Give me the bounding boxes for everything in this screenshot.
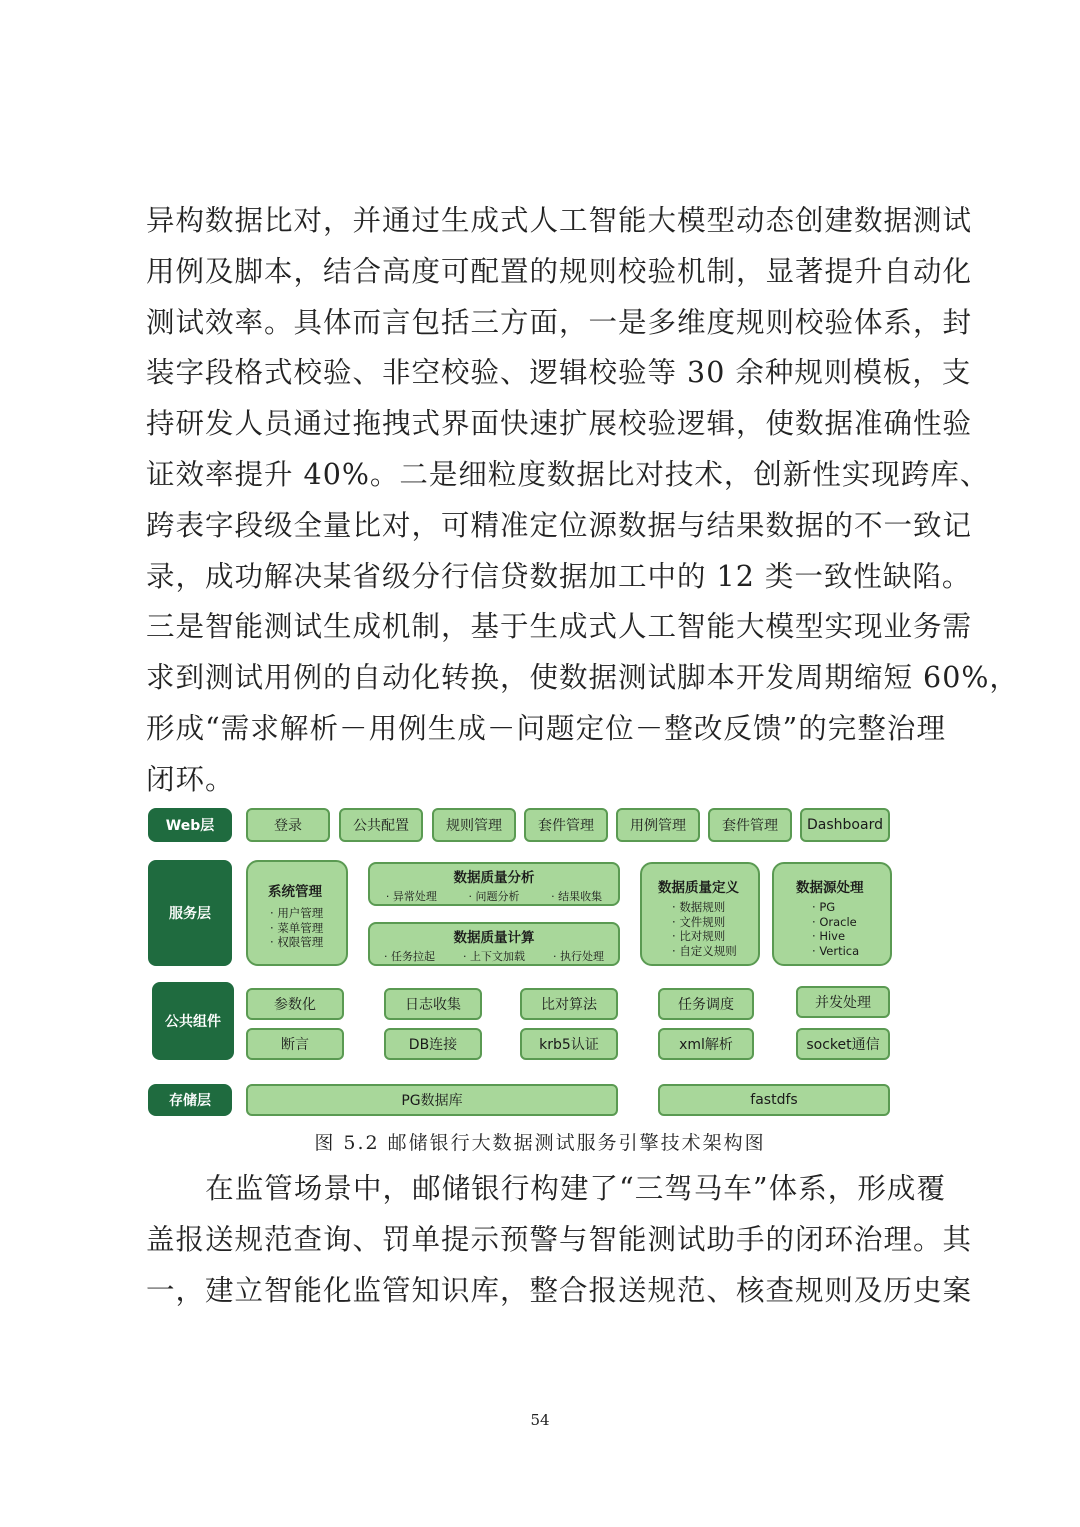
text-line: 用例及脚本，结合高度可配置的规则校验机制，显著提升自动化 — [146, 254, 973, 288]
common-log-collection: 日志收集 — [384, 988, 482, 1020]
quality-compute-group — [368, 922, 620, 966]
common-parameterize: 参数化 — [246, 988, 344, 1020]
web-item-case-management: 用例管理 — [616, 808, 700, 842]
common-xml-parse: xml解析 — [658, 1028, 754, 1060]
compute-item: · 上下文加载 — [463, 948, 525, 964]
web-item-rule-management: 规则管理 — [432, 808, 516, 842]
text-line: 持研发人员通过拖拽式界面快速扩展校验逻辑，使数据准确性验 — [146, 407, 973, 441]
web-item-dashboard: Dashboard — [800, 808, 890, 842]
web-item-login: 登录 — [246, 808, 330, 842]
web-item-common-config: 公共配置 — [339, 808, 423, 842]
system-item: · 权限管理 — [270, 935, 346, 950]
text-line: 一，建立智能化监管知识库，整合报送规范、核查规则及历史案 — [146, 1273, 973, 1307]
quality-definition-group — [640, 862, 760, 966]
text-line: 录，成功解决某省级分行信贷数据加工中的 12 类一致性缺陷。 — [146, 559, 972, 593]
text-line: 跨表字段级全量比对，可精准定位源数据与结果数据的不一致记 — [146, 508, 973, 542]
web-item-suite-management-2: 套件管理 — [708, 808, 792, 842]
common-krb5-auth: krb5认证 — [520, 1028, 618, 1060]
service-layer-label: 服务层 — [148, 860, 232, 966]
common-layer-label: 公共组件 — [152, 982, 234, 1060]
source-item: · Hive — [812, 929, 890, 944]
analysis-item: · 结果收集 — [551, 888, 602, 904]
system-item: · 用户管理 — [270, 906, 346, 921]
compute-item: · 执行处理 — [553, 948, 604, 964]
definition-item: · 数据规则 — [672, 900, 758, 915]
analysis-item: · 异常处理 — [386, 888, 437, 904]
system-management-title: 系统管理 — [268, 884, 322, 900]
analysis-item: · 问题分析 — [468, 888, 519, 904]
text-line: 形成“需求解析－用例生成－问题定位－整改反馈”的完整治理 — [146, 711, 946, 745]
compute-item: · 任务拉起 — [384, 948, 435, 964]
source-item: · Vertica — [812, 944, 890, 959]
text-line: 装字段格式校验、非空校验、逻辑校验等 30 余种规则模板，支 — [146, 356, 972, 390]
source-item: · Oracle — [812, 915, 890, 930]
data-source-group — [772, 862, 892, 966]
common-concurrency: 并发处理 — [796, 986, 890, 1018]
source-item: · PG — [812, 900, 890, 915]
common-db-connection: DB连接 — [384, 1028, 482, 1060]
system-item: · 菜单管理 — [270, 921, 346, 936]
text-line: 盖报送规范查询、罚单提示预警与智能测试助手的闭环治理。其 — [146, 1222, 973, 1256]
common-assertion: 断言 — [246, 1028, 344, 1060]
page-number: 54 — [530, 1411, 550, 1429]
quality-analysis-group — [368, 862, 620, 906]
figure-caption: 图 5.2 邮储银行大数据测试服务引擎技术架构图 — [314, 1132, 766, 1154]
common-socket-comm: socket通信 — [796, 1028, 890, 1060]
system-management-group — [246, 860, 348, 966]
common-task-scheduling: 任务调度 — [658, 988, 754, 1020]
text-line: 异构数据比对，并通过生成式人工智能大模型动态创建数据测试 — [146, 204, 973, 237]
quality-definition-title: 数据质量定义 — [658, 880, 739, 896]
web-layer-label: Web层 — [148, 808, 232, 842]
text-line: 求到测试用例的自动化转换，使数据测试脚本开发周期缩短 60%， — [146, 661, 1019, 695]
web-item-suite-management: 套件管理 — [524, 808, 608, 842]
body-paragraph-1 — [146, 196, 1019, 806]
common-compare-algorithm: 比对算法 — [520, 988, 618, 1020]
text-line: 在监管场景中，邮储银行构建了“三驾马车”体系，形成覆 — [146, 1172, 946, 1205]
body-paragraph-2 — [146, 1164, 973, 1316]
storage-layer-label: 存储层 — [148, 1084, 232, 1116]
definition-item: · 比对规则 — [672, 929, 758, 944]
data-source-title: 数据源处理 — [796, 880, 864, 896]
storage-pg-database: PG数据库 — [246, 1084, 618, 1116]
quality-analysis-title: 数据质量分析 — [453, 870, 535, 886]
text-line: 三是智能测试生成机制，基于生成式人工智能大模型实现业务需 — [146, 610, 973, 644]
definition-item: · 文件规则 — [672, 915, 758, 930]
text-line: 闭环。 — [146, 762, 235, 796]
text-line: 证效率提升 40%。二是细粒度数据比对技术，创新性实现跨库、 — [146, 457, 990, 491]
definition-item: · 自定义规则 — [672, 944, 758, 959]
text-line: 测试效率。具体而言包括三方面，一是多维度规则校验体系，封 — [146, 305, 973, 339]
storage-fastdfs: fastdfs — [658, 1084, 890, 1116]
quality-compute-title: 数据质量计算 — [453, 930, 535, 946]
